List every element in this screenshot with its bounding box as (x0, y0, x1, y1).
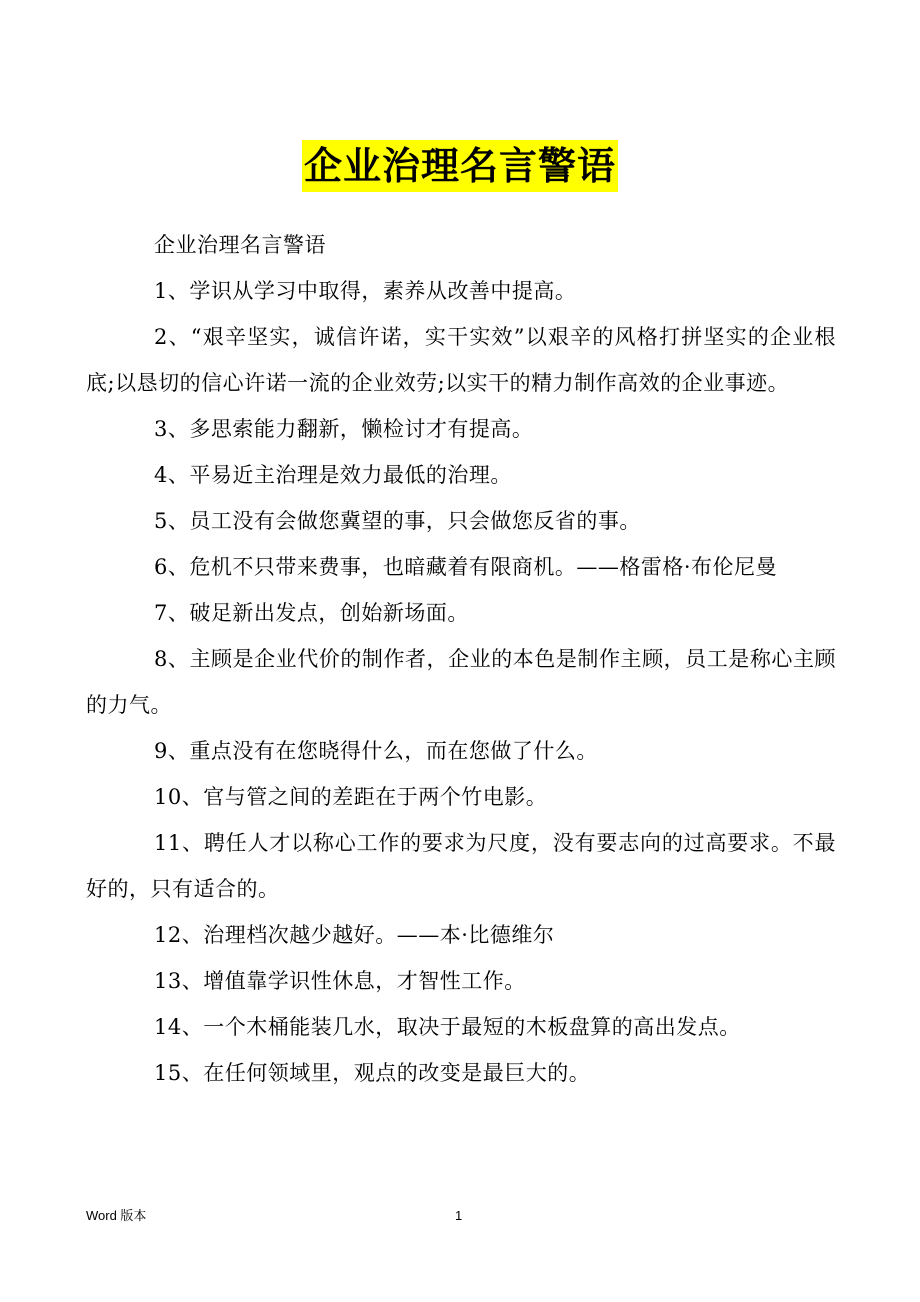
paragraph-7: 7、破足新出发点，创始新场面。 (154, 601, 469, 625)
paragraph-11: 11、聘任人才以称心工作的要求为尺度，没有要志向的过高要求。不最好的，只有适合的。 (86, 831, 836, 901)
document-title: 企业治理名言警语 (302, 140, 618, 192)
paragraph-1: 1、学识从学习中取得，素养从改善中提高。 (154, 279, 577, 303)
paragraph-6: 6、危机不只带来费事，也暗藏着有限商机。——格雷格·布伦尼曼 (154, 555, 778, 579)
paragraph-5: 5、员工没有会做您冀望的事，只会做您反省的事。 (154, 509, 641, 533)
paragraph-10: 10、官与管之间的差距在于两个竹电影。 (154, 785, 548, 809)
paragraph-2: 2、“艰辛坚实，诚信许诺，实干实效”以艰辛的风格打拼坚实的企业根底;以恳切的信心许诺一流的企业效劳;以实干的精力制作高效的企业事迹。 (86, 325, 836, 395)
paragraph-14: 14、一个木桶能装几水，取决于最短的木板盘算的高出发点。 (154, 1015, 741, 1039)
paragraph-9: 9、重点没有在您晓得什么，而在您做了什么。 (154, 739, 598, 763)
footer-page-number: 1 (455, 1208, 463, 1223)
footer-label: Word 版本 (86, 1208, 147, 1223)
paragraph-8: 8、主顾是企业代价的制作者，企业的本色是制作主顾，员工是称心主顾的力气。 (86, 647, 836, 717)
paragraph-12: 12、治理档次越少越好。——本·比德维尔 (154, 923, 555, 947)
paragraph-4: 4、平易近主治理是效力最低的治理。 (154, 463, 512, 487)
title-container (0, 140, 920, 192)
document-body (86, 222, 836, 1096)
paragraph-13: 13、增值靠学识性休息，才智性工作。 (154, 969, 526, 993)
paragraph-3: 3、多思索能力翻新，懒检讨才有提高。 (154, 417, 534, 441)
paragraph-heading: 企业治理名言警语 (154, 233, 326, 257)
paragraph-15: 15、在任何领域里，观点的改变是最巨大的。 (154, 1061, 591, 1085)
